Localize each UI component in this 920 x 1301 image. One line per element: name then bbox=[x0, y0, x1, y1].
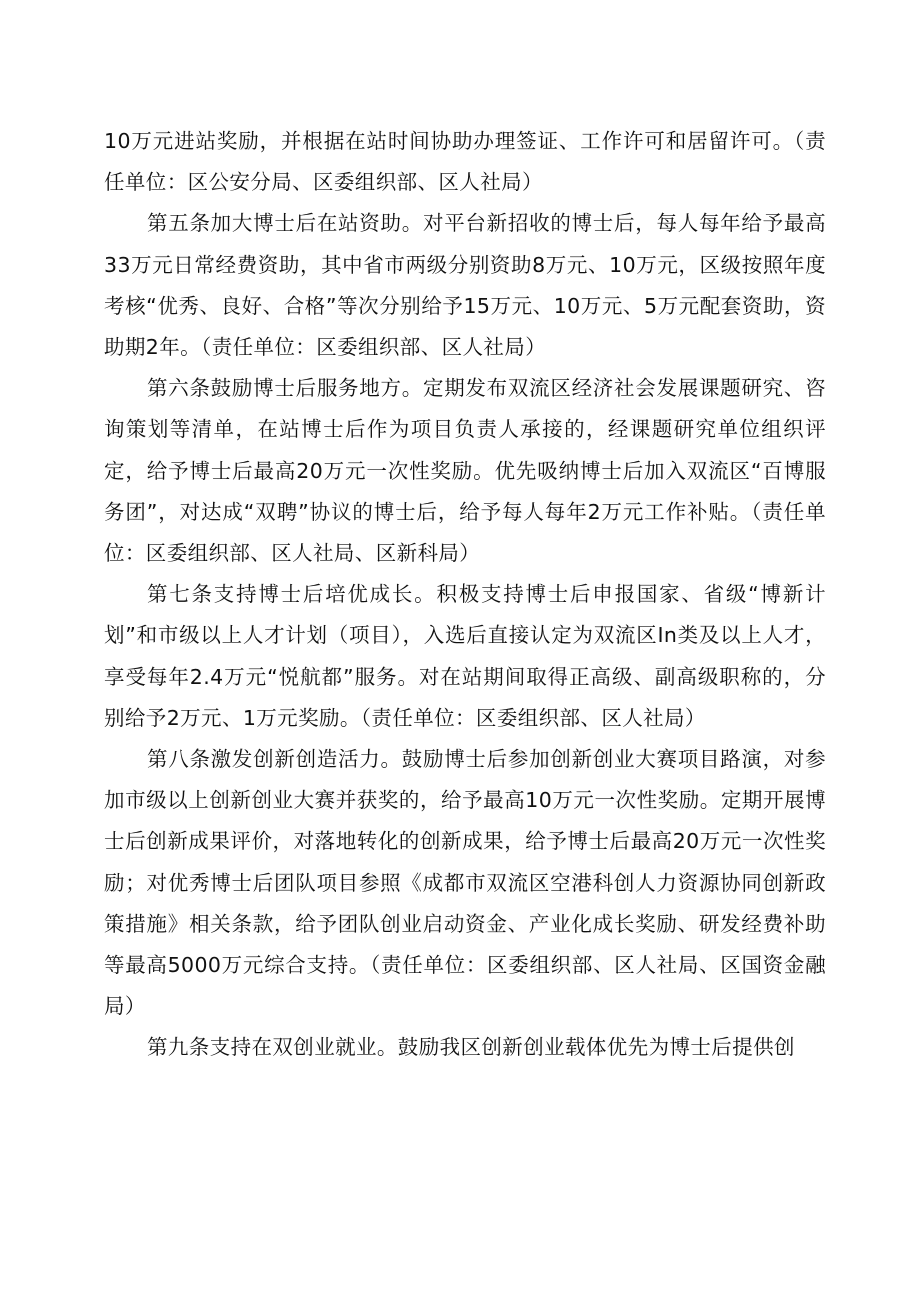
paragraph-article-8: 第八条激发创新创造活力。鼓励博士后参加创新创业大赛项目路演，对参加市级以上创新创业大赛并获奖的，给予最高10万元一次性奖励。定期开展博士后创新成果评价，对落地转化的创新成果，给予博士后最高20万元一次性奖励；对优秀博士后团队项目参照《成都市双流区空港科创人力资源协同创新政策措施》相关条款，给予团队创业启动资金、产业化成长奖励、研发经费补助等最高5000万元综合支持。（责任单位：区委组织部、区人社局、区国资金融局） bbox=[104, 747, 826, 1019]
paragraph-article-5: 第五条加大博士后在站资助。对平台新招收的博士后，每人每年给予最高33万元日常经费资助，其中省市两级分别资助8万元、10万元，区级按照年度考核“优秀、良好、合格”等次分别给予15万元、10万元、5万元配套资助，资助期2年。（责任单位：区委组织部、区人社局） bbox=[104, 211, 826, 360]
paragraph-article-9: 第九条支持在双创业就业。鼓励我区创新创业载体优先为博士后提供创 bbox=[147, 1035, 795, 1060]
document-body bbox=[104, 121, 826, 1069]
paragraph-article-6: 第六条鼓励博士后服务地方。定期发布双流区经济社会发展课题研究、咨询策划等清单，在站博士后作为项目负责人承接的，经课题研究单位组织评定，给予博士后最高20万元一次性奖励。优先吸纳博士后加入双流区“百博服务团”，对达成“双聘”协议的博士后，给予每人每年2万元工作补贴。（责任单位：区委组织部、区人社局、区新科局） bbox=[104, 376, 826, 566]
paragraph-continuation: 10万元进站奖励，并根据在站时间协助办理签证、工作许可和居留许可。（责任单位：区公安分局、区委组织部、区人社局） bbox=[104, 129, 826, 195]
paragraph-article-7: 第七条支持博士后培优成长。积极支持博士后申报国家、省级“博新计划”和市级以上人才计划（项目），入选后直接认定为双流区In类及以上人才，享受每年2.4万元“悦航都”服务。对在站期间取得正高级、副高级职称的，分别给予2万元、1万元奖励。（责任单位：区委组织部、区人社局） bbox=[104, 582, 826, 730]
